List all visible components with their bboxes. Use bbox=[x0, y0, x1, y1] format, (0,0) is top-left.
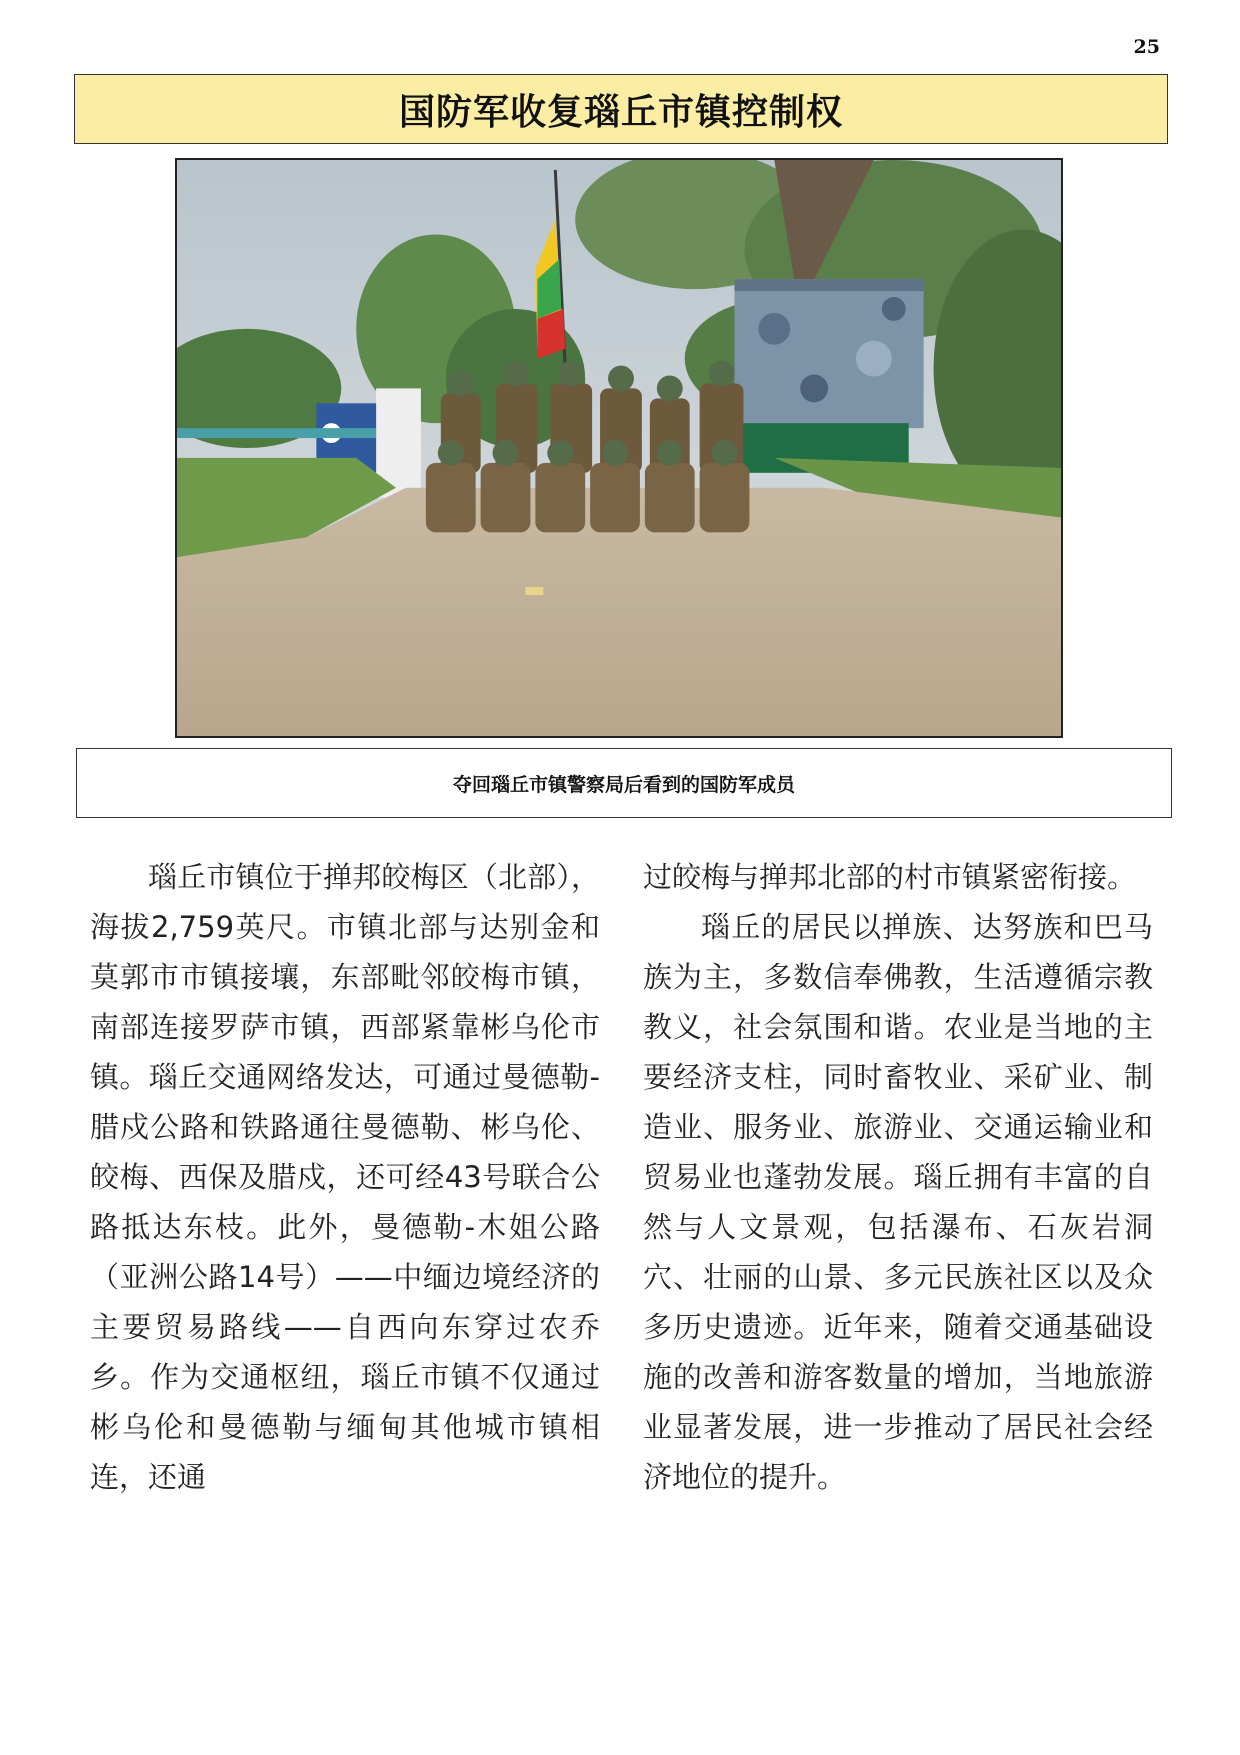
title-banner bbox=[74, 74, 1168, 144]
page-title: 国防军收复瑙丘市镇控制权 bbox=[398, 91, 843, 133]
guard-building bbox=[734, 279, 923, 428]
article-paragraph-1-continued: 过皎梅与掸邦北部的村市镇紧密衔接。 bbox=[643, 860, 1137, 894]
debris bbox=[525, 587, 543, 595]
article-photo bbox=[175, 158, 1063, 738]
photo-caption-box bbox=[76, 748, 1172, 818]
photo-caption: 夺回瑙丘市镇警察局后看到的国防军成员 bbox=[452, 773, 795, 796]
article-paragraph-2: 瑙丘的居民以掸族、达努族和巴马族为主，多数信奉佛教，生活遵循宗教教义，社会氛围和谐。农业是当地的主要经济支柱，同时畜牧业、采矿业、制造业、服务业、旅游业、交通运输业和贸易业也蓬勃发展。瑙丘拥有丰富的自然与人文景观，包括瀑布、石灰岩洞穴、壮丽的山景、多元民族社区以及众多历史遗迹。近年来，随着交通基础设施的改善和游客数量的增加，当地旅游业显著发展，进一步推动了居民社会经济地位的提升。 bbox=[643, 910, 1153, 1494]
article-paragraph-1: 瑙丘市镇位于掸邦皎梅区（北部），海拔2,759英尺。市镇北部与达别金和莫郭市市镇接壤，东部毗邻皎梅市镇，南部连接罗萨市镇，西部紧靠彬乌伦市镇。瑙丘交通网络发达，可通过曼德勒-腊戍公路和铁路通往曼德勒、彬乌伦、皎梅、西保及腊戍，还可经43号联合公路抵达东枝。此外，曼德勒-木姐公路（亚洲公路14号）——中缅边境经济的主要贸易路线——自西向东穿过农乔乡。作为交通枢纽，瑙丘市镇不仅通过彬乌伦和曼德勒与缅甸其他城市镇相连，还通 bbox=[90, 860, 600, 1494]
photo-illustration bbox=[177, 160, 1061, 736]
article-column-right bbox=[643, 852, 1153, 1502]
article-column-left bbox=[90, 852, 600, 1502]
page-number: 25 bbox=[1133, 36, 1160, 58]
fence bbox=[177, 428, 376, 438]
